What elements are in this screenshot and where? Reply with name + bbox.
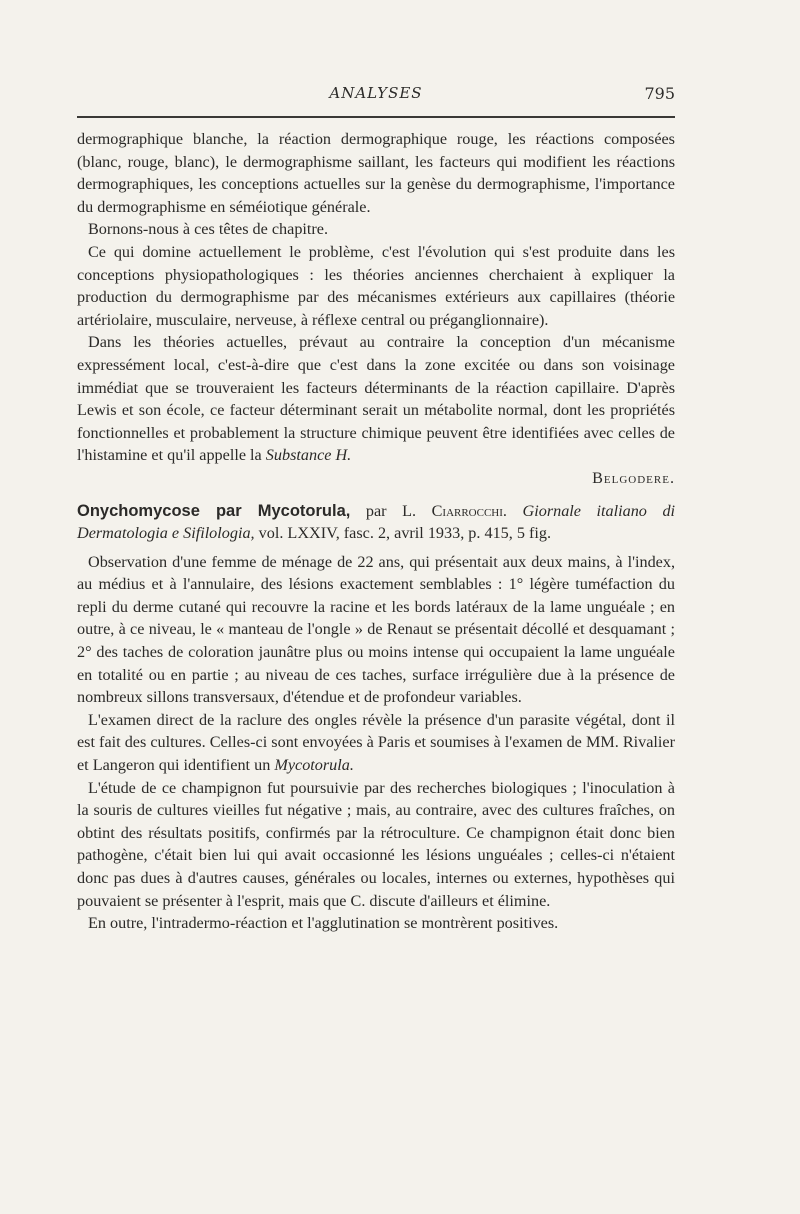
- paragraph: [77, 709, 675, 777]
- article-by: par L.: [365, 501, 417, 520]
- paragraph: Ce qui domine actuellement le problème, c'est l'évolution qui s'est produite dans les conceptions physiopathologiques : les théories anciennes cherchaient à expliquer la production du dermographisme par des mécanismes extérieurs aux capillaires (théorie artériolaire, musculaire, nerveuse, à réflexe central ou préganglionnaire).: [77, 242, 675, 329]
- article-title: Onychomycose par Mycotorula,: [77, 501, 351, 520]
- article-author: Ciarrocchi.: [431, 501, 507, 520]
- article-citation: vol. LXXIV, fasc. 2, avril 1933, p. 415, 5 fig.: [258, 524, 552, 543]
- running-head: ANALYSES: [329, 84, 423, 102]
- article-heading: [77, 500, 675, 545]
- paragraph-text: Dans les théories actuelles, prévaut au contraire la conception d'un mécanisme expressément local, c'est-à-dire que c'est dans la zone excitée ou dans son voisinage immédiat que se trouveraient les facteurs déterminants de la réaction capillaire. D'après Lewis et son école, ce facteur déterminant serait un métabolite normal, dont les propriétés fonctionnelles et probablement la structure chimique peuvent être identifiées avec celles de l'histamine et qu'il appelle la: [77, 333, 675, 465]
- paragraph: Observation d'une femme de ménage de 22 ans, qui présentait aux deux mains, à l'index, au médius et à l'annulaire, des lésions exactement semblables : 1° légère tuméfaction du repli du derme cutané qui recouvre la racine et les bords latéraux de la lame unguéale ; en outre, à ce niveau, le « manteau de l'ongle » de Renaut se présentait décollé et desquamant ; 2° des taches de coloration jaunâtre plus ou moins intense qui occupaient la lame unguéale en totalité ou en partie ; au niveau de ces taches, surface irrégulière due à la présence de nombreux sillons transversaux, d'étendue et de profondeur variables.: [77, 552, 675, 707]
- paragraph-text: L'examen direct de la raclure des ongles révèle la présence d'un parasite végétal, dont il est fait des cultures. Celles-ci sont envoyées à Paris et soumises à l'examen de MM. Rivalier et Langeron qui identifient un: [77, 710, 675, 775]
- paragraph: En outre, l'intradermo-réaction et l'agglutination se montrèrent positives.: [88, 914, 559, 933]
- paragraph: L'étude de ce champignon fut poursuivie par des recherches biologiques ; l'inoculation à la souris de cultures vieilles fut négative ; mais, au contraire, avec des cultures fraîches, on obtint des résultats positifs, confirmés par la rétroculture. Ce champignon était donc bien pathogène, c'était bien lui qui avait occasionné les lésions unguéales ; celles-ci n'étaient donc pas dues à d'autres causes, générales ou locales, internes ou externes, hypothèses qui pouvaient se présenter à l'esprit, mais que C. discute d'ailleurs et élimine.: [77, 778, 675, 910]
- paragraph: dermographique blanche, la réaction dermographique rouge, les réactions composées (blanc, rouge, blanc), le dermographisme saillant, les facteurs qui modifient les réactions dermographiques, les conceptions actuelles sur la genèse du dermographisme, l'importance du dermographisme en séméiotique générale.: [77, 130, 675, 216]
- body-text: [77, 128, 675, 935]
- paragraph: Bornons-nous à ces têtes de chapitre.: [88, 220, 329, 239]
- header-rule: [77, 116, 675, 118]
- page-number: 795: [644, 84, 675, 103]
- page-header: [77, 84, 675, 108]
- paragraph: [77, 331, 675, 467]
- article-journal: Giornale italiano di Dermatologia e Sifilologia,: [77, 501, 676, 543]
- signature: Belgodere.: [592, 468, 675, 487]
- mycotorula-term: Mycotorula.: [274, 756, 354, 775]
- substance-term: Substance H.: [265, 446, 352, 465]
